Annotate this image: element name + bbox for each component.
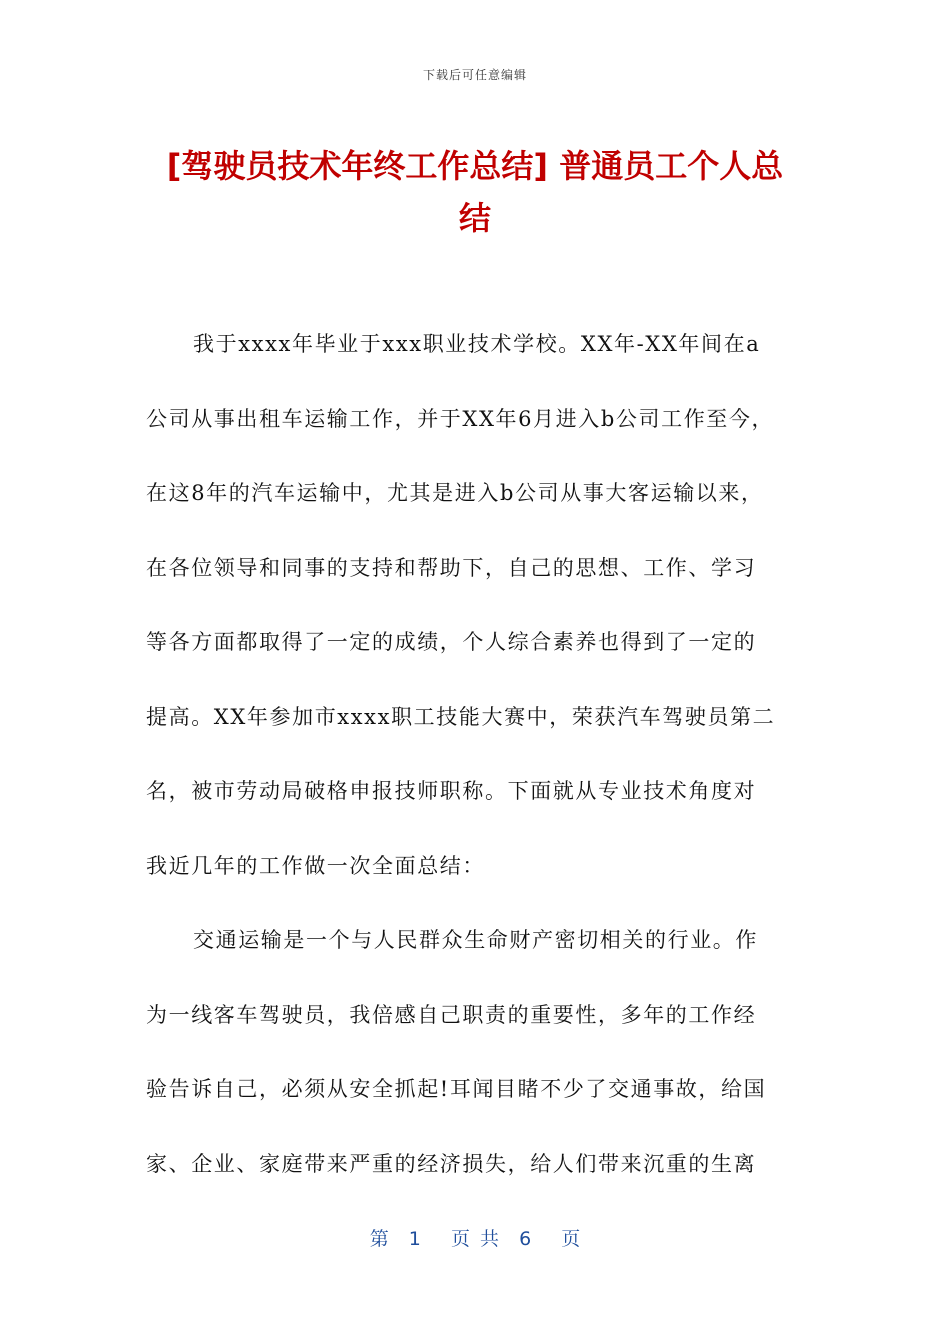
- page-number-footer: 第 1 页 共 6 页: [369, 1228, 581, 1250]
- paragraph-2-line: 家、企业、家庭带来严重的经济损失，给人们带来沉重的生离: [146, 1151, 757, 1176]
- paragraph-1-line: 我近几年的工作做一次全面总结：: [146, 853, 485, 878]
- paragraph-1-line: 在各位领导和同事的支持和帮助下，自己的思想、工作、学习: [146, 555, 757, 580]
- paragraph-2-line: 交通运输是一个与人民群众生命财产密切相关的行业。作: [193, 928, 758, 952]
- title-line-1: [驾驶员技术年终工作总结] 普通员工个人总: [166, 147, 784, 185]
- paragraph-1-line: 我于xxxx年毕业于xxx职业技术学校。XX年-XX年间在a: [193, 332, 761, 356]
- paragraph-1-line: 在这8年的汽车运输中，尤其是进入b公司从事大客运输以来，: [146, 481, 764, 505]
- paragraph-2-line: 验告诉自己，必须从安全抓起!耳闻目睹不少了交通事故，给国: [146, 1077, 767, 1101]
- document-body: [146, 322, 806, 1216]
- paragraph-1-line: 名，被市劳动局破格申报技师职称。下面就从专业技术角度对: [146, 779, 757, 803]
- title-line-2: 结: [458, 199, 491, 237]
- paragraph-2-line: 为一线客车驾驶员，我倍感自己职责的重要性，多年的工作经: [146, 1002, 757, 1027]
- paragraph-1-line: 提高。XX年参加市xxxx职工技能大赛中，荣获汽车驾驶员第二: [146, 704, 776, 729]
- document-title: [150, 140, 800, 244]
- paragraph-1-line: 等各方面都取得了一定的成绩，个人综合素养也得到了一定的: [146, 630, 757, 654]
- page-header: 下载后可任意编辑: [422, 68, 527, 82]
- paragraph-1-line: 公司从事出租车运输工作，并于XX年6月进入b公司工作至今，: [146, 406, 775, 431]
